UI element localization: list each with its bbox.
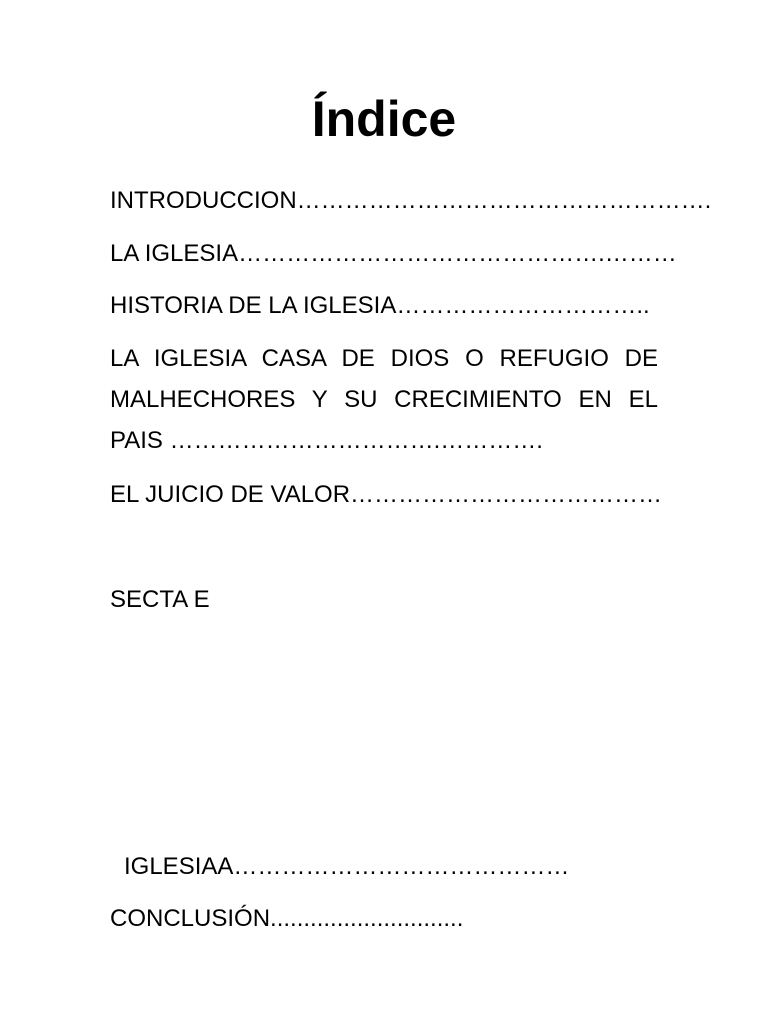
toc-entry-historia: HISTORIA DE LA IGLESIA………………………….. (110, 292, 650, 319)
toc-entry-casa-de-dios: LA IGLESIA CASA DE DIOS O REFUGIO DE MALHECHORES Y SU CRECIMIENTO EN EL PAIS …………………………….…………. (110, 345, 658, 454)
toc-entry-iglesiaa: IGLESIAA…………………………………… (124, 853, 570, 880)
toc-entry-introduccion: INTRODUCCION……………………………………………. (110, 187, 712, 214)
toc-entry-la-iglesia: LA IGLESIA……………………………………….……… (110, 240, 677, 267)
page-title: Índice (311, 91, 457, 147)
toc-entry-conclusion: CONCLUSIÓN............................. (110, 905, 464, 932)
toc-entry-secta: SECTA E (110, 586, 210, 613)
toc-entry-juicio-de-valor: EL JUICIO DE VALOR………………………………… (110, 481, 663, 508)
